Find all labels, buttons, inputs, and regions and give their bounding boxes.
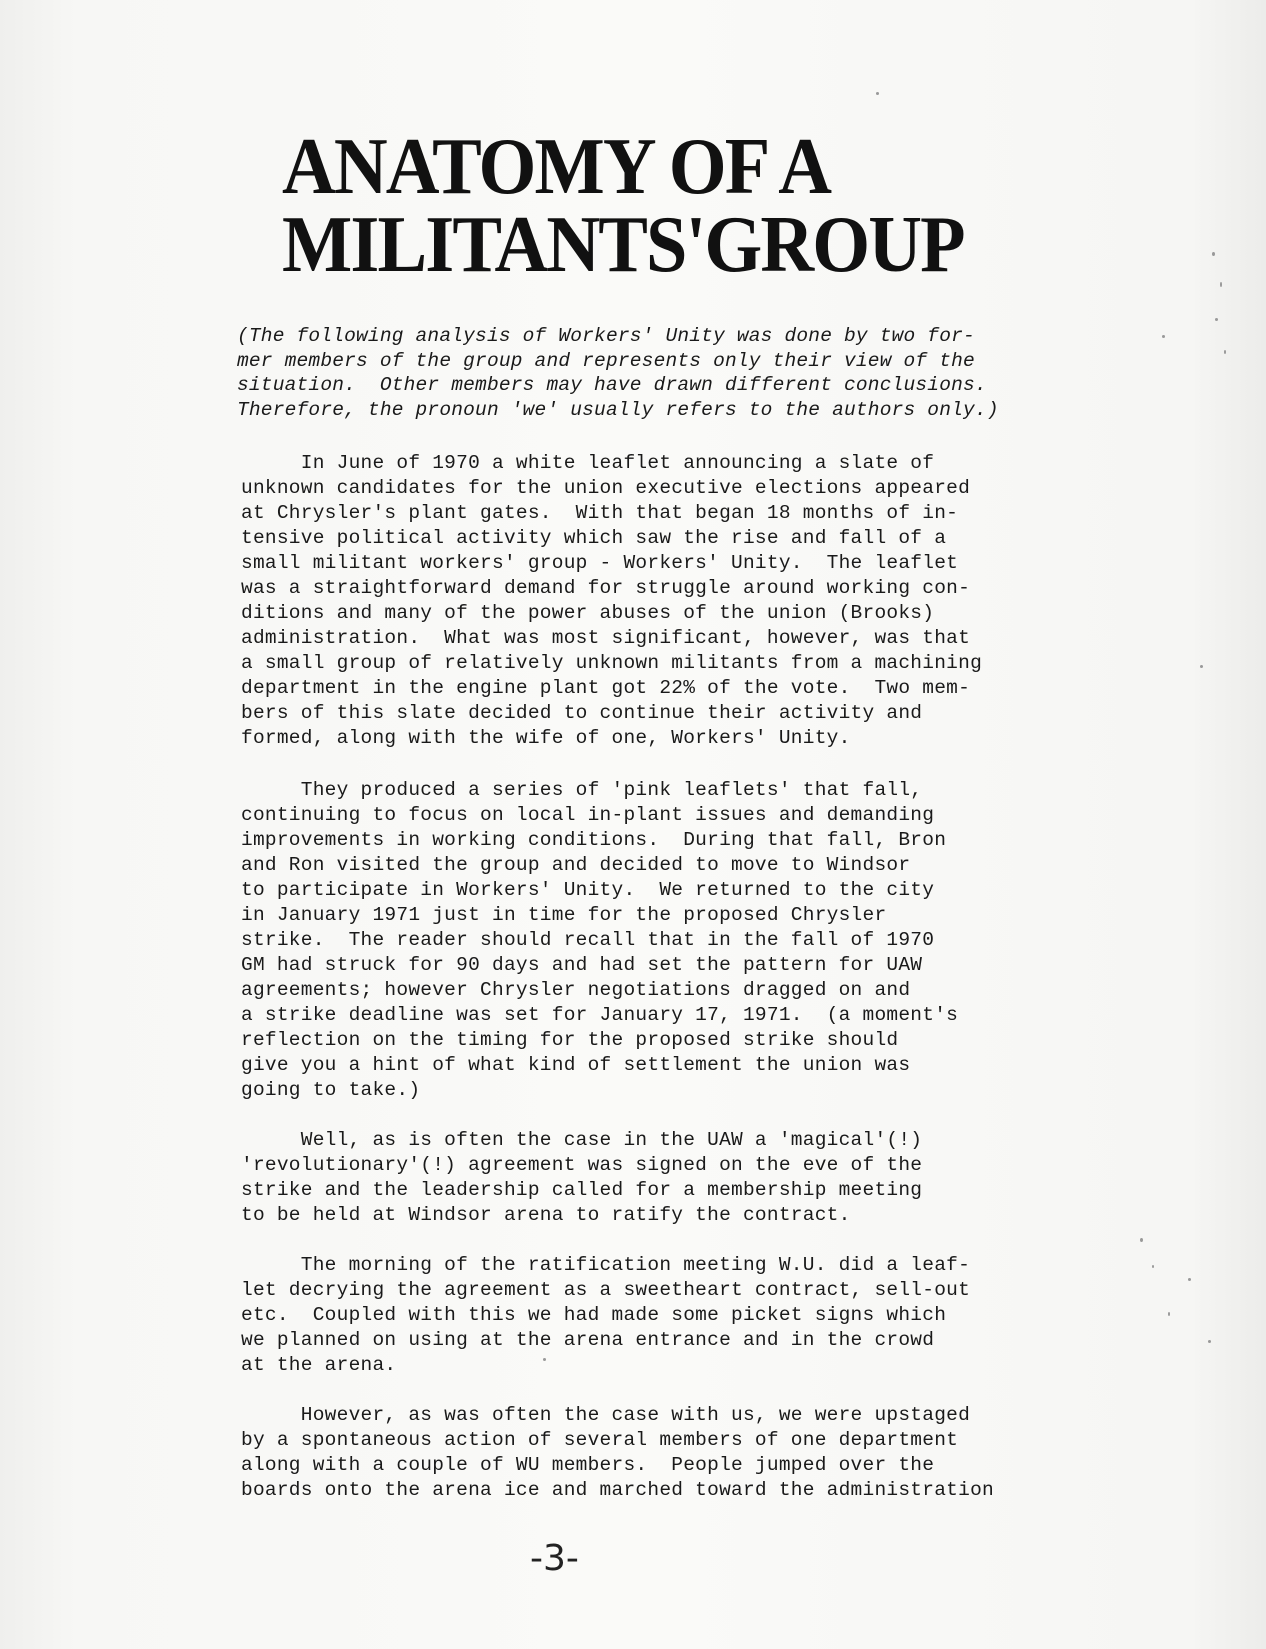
scan-speck — [1188, 1278, 1191, 1281]
editorial-note: (The following analysis of Workers' Unity was done by two for- mer members of the group and represents only their view of the situation. Other members may have drawn different conclusions. Therefore, the pronoun 'we' usually refers to the authors only.) — [237, 325, 999, 421]
article-title-line-1: ANATOMY OF A — [282, 123, 831, 211]
scan-speck — [1224, 350, 1226, 354]
body-paragraph-4: The morning of the ratification meeting W.U. did a leaf- let decrying the agreement as a sweetheart contract, sell-out etc. Coupled with this we had made some picket signs which we planned on using at the arena entrance and in the crowd at the arena. — [241, 1254, 971, 1376]
scan-speck — [1208, 1340, 1211, 1343]
article-title-line-2: MILITANTS'GROUP — [282, 201, 964, 289]
body-paragraph-3: Well, as is often the case in the UAW a 'magical'(!) 'revolutionary'(!) agreement was signed on the eve of the strike and the leadership called for a membership meeting to be held at Windsor arena to ratify the contract. — [241, 1129, 923, 1226]
body-paragraph-2: They produced a series of 'pink leaflets' that fall, continuing to focus on local in-plant issues and demanding improvements in working conditions. During that fall, Bron and Ron visited the group and decided to move to Windsor to participate in Workers' Unity. We returned to the city in January 1971 just in time for the proposed Chrysler strike. The reader should recall that in the fall of 1970 GM had struck for 90 days and had set the pattern for UAW agreements; however Chrysler negotiations dragged on and a strike deadline was set for January 17, 1971. (a moment's reflection on the timing for the proposed strike should give you a hint of what kind of settlement the union was going to take.) — [241, 779, 959, 1101]
scan-speck — [1220, 282, 1222, 287]
page-number: -3- — [530, 1538, 579, 1579]
scan-speck — [1212, 252, 1215, 256]
scan-speck — [1200, 665, 1203, 668]
scan-speck — [876, 92, 879, 95]
scan-speck — [1140, 1238, 1143, 1242]
body-paragraph-1: In June of 1970 a white leaflet announcing a slate of unknown candidates for the union executive elections appeared at Chrysler's plant gates. With that began 18 months of in- tensive political activity which saw the rise and fall of a small militant workers' group - Workers' Unity. The leaflet was a straightforward demand for struggle around working con- ditions and many of the power abuses of the union (Brooks) administration. What was most significant, however, was that a small group of relatively unknown militants from a machining department in the engine plant got 22% of the vote. Two mem- bers of this slate decided to continue their activity and formed, along with the wife of one, Workers' Unity. — [241, 452, 983, 749]
body-paragraph-5: However, as was often the case with us, we were upstaged by a spontaneous action of several members of one department along with a couple of WU members. People jumped over the boards onto the arena ice and marched toward the administration — [241, 1404, 994, 1501]
scan-speck — [1215, 318, 1218, 321]
scan-speck — [543, 1358, 546, 1361]
article-title — [282, 123, 1119, 289]
scan-speck — [1162, 335, 1165, 338]
scan-speck — [1152, 1265, 1154, 1268]
scan-speck — [1168, 1312, 1170, 1316]
